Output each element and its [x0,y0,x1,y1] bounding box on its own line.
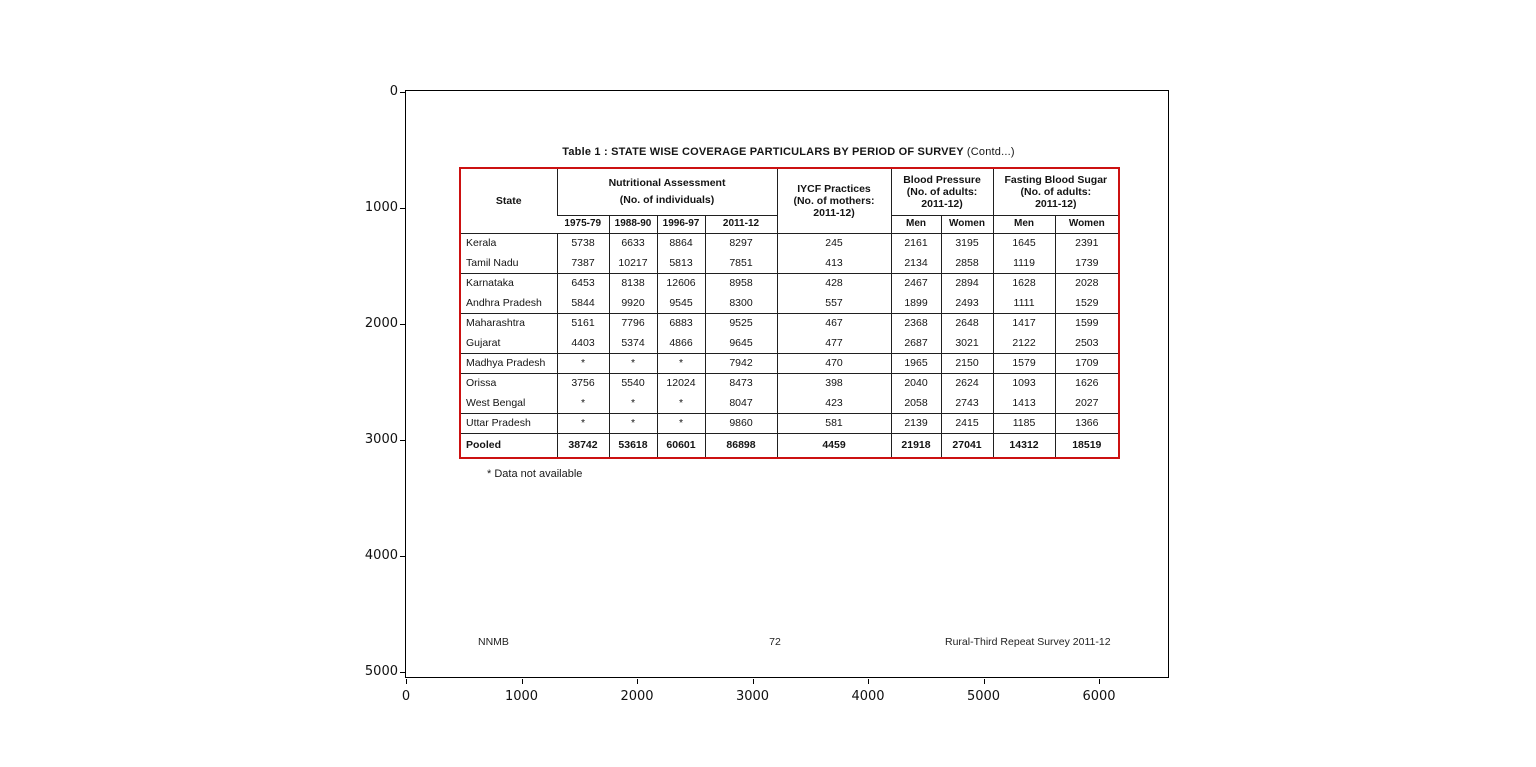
state-cell: Maharashtra [466,317,525,330]
value-cell: 8047 [705,393,777,413]
value-cell: 2415 [941,413,993,433]
col-header-state: State [461,169,557,233]
y-tick-mark [400,556,405,557]
value-cell: 4459 [777,433,891,457]
value-cell: 2743 [941,393,993,413]
value-cell: 2139 [891,413,941,433]
header-line: (No. of mothers: [793,194,875,207]
y-tick-label: 2000 [364,316,398,331]
value-cell: 2503 [1055,333,1118,353]
header-line: Fasting Blood Sugar [1004,173,1108,186]
x-tick-label: 3000 [735,689,770,704]
value-cell: 5813 [657,253,705,273]
value-cell: 477 [777,333,891,353]
value-cell: 2687 [891,333,941,353]
footnote: * Data not available [487,468,583,480]
value-cell: 1626 [1055,373,1118,393]
value-cell: 10217 [609,253,657,273]
table-header-group-row [461,169,1118,215]
col-header-bp-men: Men [891,215,941,233]
value-cell: 1093 [993,373,1055,393]
col-header-fasting-blood-sugar [993,169,1118,215]
x-tick-label: 2000 [620,689,654,704]
state-cell: Uttar Pradesh [461,413,557,433]
x-tick-mark [406,679,407,684]
value-cell: 9860 [705,413,777,433]
value-cell: * [557,413,609,433]
value-cell: 2134 [891,253,941,273]
value-cell: 12024 [657,373,705,393]
value-cell: 2150 [941,353,993,373]
col-header-fbs-women: Women [1055,215,1118,233]
value-cell: * [657,393,705,413]
table-row [461,333,1118,353]
value-cell: * [609,413,657,433]
y-tick-label: 5000 [364,664,398,679]
value-cell: 470 [777,353,891,373]
header-line: 2011-12) [1035,197,1077,210]
document-title [460,146,1117,158]
value-cell: 8297 [705,233,777,253]
value-cell: 2027 [1055,393,1118,413]
value-cell: 3195 [941,233,993,253]
value-cell: 60601 [657,433,705,457]
value-cell: 2028 [1055,273,1118,293]
footer-page-number: 72 [769,636,781,648]
value-cell: 7942 [705,353,777,373]
state-cell: West Bengal [461,393,557,413]
value-cell: 428 [777,273,891,293]
value-cell: 1965 [891,353,941,373]
value-cell: 9525 [705,313,777,333]
value-cell: 557 [777,293,891,313]
col-header-fbs-men: Men [993,215,1055,233]
value-cell: 27041 [941,433,993,457]
coverage-table-wrapper [459,167,1120,459]
table-body [461,233,1118,457]
value-cell: 467 [777,313,891,333]
value-cell: 9920 [609,293,657,313]
header-line: Blood Pressure [903,173,981,186]
value-cell: 1413 [993,393,1055,413]
col-header-iycf-practices [777,169,891,233]
y-tick-label: 3000 [364,432,398,447]
y-tick-mark [400,208,405,209]
value-cell: 38742 [557,433,609,457]
value-cell: 1529 [1055,293,1118,313]
value-cell: 1709 [1055,353,1118,373]
value-cell: 6883 [657,313,705,333]
x-tick-label: 6000 [1082,689,1116,704]
value-cell: 8958 [705,273,777,293]
table-row [461,433,1118,457]
header-line: 2011-12) [921,197,963,210]
state-cell: Pooled [466,439,502,452]
footer-left: NNMB [478,636,509,648]
y-tick-mark [400,672,405,673]
x-tick-mark [984,679,985,684]
value-cell: 3756 [557,373,609,393]
value-cell: 413 [777,253,891,273]
y-tick-mark [400,440,405,441]
value-cell: 398 [777,373,891,393]
value-cell: 6453 [557,273,609,293]
value-cell: 14312 [993,433,1055,457]
value-cell: 7387 [557,253,609,273]
col-header-bp-women: Women [941,215,993,233]
value-cell: 53618 [609,433,657,457]
value-cell: 5738 [557,233,609,253]
value-cell: 2493 [941,293,993,313]
value-cell: 1899 [891,293,941,313]
value-cell: * [609,393,657,413]
value-cell: 9545 [657,293,705,313]
value-cell: 2648 [941,313,993,333]
value-cell: 1119 [993,253,1055,273]
x-tick-label: 5000 [966,689,1001,704]
y-tick-label: 4000 [364,548,398,563]
value-cell: 2368 [891,313,941,333]
value-cell: 1628 [993,273,1055,293]
value-cell: * [657,413,705,433]
y-tick-mark [400,92,405,93]
x-tick-mark [522,679,523,684]
col-header-year: 1975-79 [557,215,609,233]
value-cell: 2058 [891,393,941,413]
value-cell: 9645 [705,333,777,353]
value-cell: * [657,353,705,373]
x-tick-mark [868,679,869,684]
value-cell: * [557,393,609,413]
value-cell: 21918 [891,433,941,457]
value-cell: 1645 [993,233,1055,253]
col-header-year: 1988-90 [609,215,657,233]
document-title-main: Table 1 : STATE WISE COVERAGE PARTICULARS BY PERIOD OF SURVEY [562,146,964,158]
value-cell: 1417 [993,313,1055,333]
x-tick-label: 0 [401,689,411,704]
table-row [461,393,1118,413]
header-line: Nutritional Assessment [608,177,726,190]
value-cell: 1579 [993,353,1055,373]
value-cell: 2161 [891,233,941,253]
value-cell: 8138 [609,273,657,293]
value-cell: 1739 [1055,253,1118,273]
table-row [461,373,1118,393]
state-cell: Kerala [466,237,497,250]
x-tick-mark [1099,679,1100,684]
col-header-year: 1996-97 [657,215,705,233]
y-tick-label: 1000 [364,200,398,215]
x-tick-label: 4000 [851,689,885,704]
value-cell: 423 [777,393,891,413]
value-cell: 7851 [705,253,777,273]
table-row [461,253,1118,273]
value-cell: 5374 [609,333,657,353]
value-cell: 4403 [557,333,609,353]
value-cell: 8473 [705,373,777,393]
value-cell: * [557,353,609,373]
value-cell: 2122 [993,333,1055,353]
state-cell: Karnataka [466,277,514,290]
value-cell: 2467 [891,273,941,293]
x-tick-mark [637,679,638,684]
document-title-note: (Contd...) [966,146,1015,158]
footer-right: Rural-Third Repeat Survey 2011-12 [945,636,1111,648]
value-cell: 1111 [993,293,1055,313]
header-line: (No. of adults: [906,185,978,198]
value-cell: 2624 [941,373,993,393]
value-cell: 2040 [891,373,941,393]
x-tick-mark [753,679,754,684]
value-cell: 86898 [705,433,777,457]
value-cell: * [609,353,657,373]
header-line: IYCF Practices [797,182,871,195]
col-header-year: 2011-12 [705,215,777,233]
value-cell: 6633 [609,233,657,253]
table-row [461,233,1118,253]
header-line: (No. of adults: [1020,185,1092,198]
value-cell: 581 [777,413,891,433]
coverage-table [461,169,1118,457]
table-row [461,413,1118,433]
value-cell: 1185 [993,413,1055,433]
header-line: (No. of individuals) [619,194,715,207]
col-header-nutritional-assessment [557,169,777,215]
value-cell: 3021 [941,333,993,353]
y-tick-mark [400,324,405,325]
value-cell: 1366 [1055,413,1118,433]
value-cell: 5540 [609,373,657,393]
state-cell: Madhya Pradesh [461,353,557,373]
value-cell: 2858 [941,253,993,273]
header-line: 2011-12) [813,206,855,219]
y-tick-label: 0 [389,84,398,99]
state-cell: Gujarat [461,333,557,353]
value-cell: 5844 [557,293,609,313]
x-tick-label: 1000 [504,689,539,704]
table-row [461,313,1118,333]
value-cell: 2391 [1055,233,1118,253]
value-cell: 4866 [657,333,705,353]
value-cell: 8864 [657,233,705,253]
value-cell: 1599 [1055,313,1118,333]
state-cell: Andhra Pradesh [461,293,557,313]
state-cell: Tamil Nadu [461,253,557,273]
value-cell: 7796 [609,313,657,333]
value-cell: 245 [777,233,891,253]
state-cell: Orissa [466,377,497,390]
value-cell: 18519 [1055,433,1118,457]
value-cell: 12606 [657,273,705,293]
col-header-blood-pressure [891,169,993,215]
value-cell: 2894 [941,273,993,293]
value-cell: 8300 [705,293,777,313]
table-row [461,273,1118,293]
table-row [461,293,1118,313]
table-row [461,353,1118,373]
value-cell: 5161 [557,313,609,333]
